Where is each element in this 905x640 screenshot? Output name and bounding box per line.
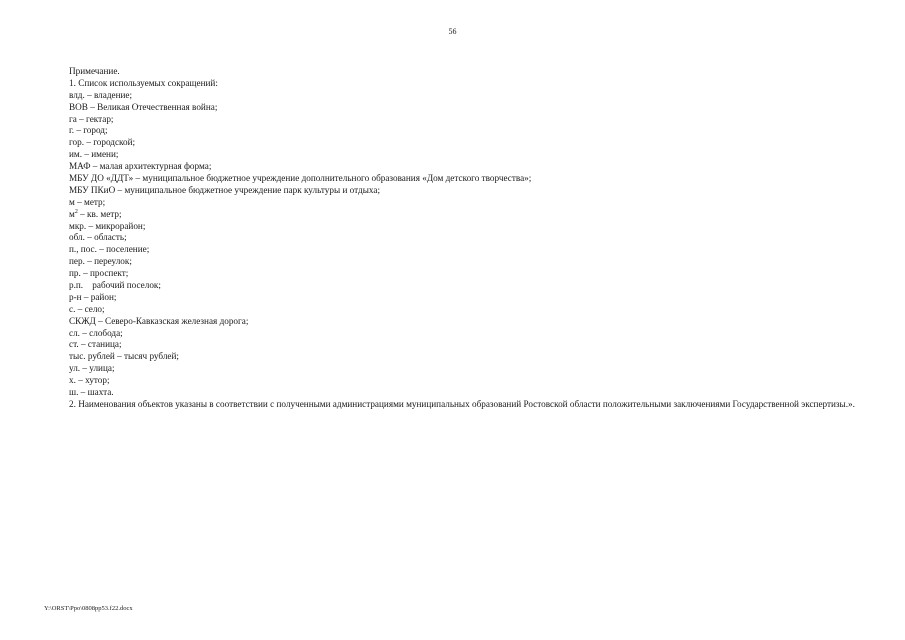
note-item-2: 2. Наименования объектов указаны в соответствии с полученными администрациями муниципальных образований Ростовской области положительными заключениями Государственной экспертизы.».: [69, 398, 855, 409]
abbreviation-definition: владение;: [93, 89, 133, 100]
abbreviation-definition: муниципальное бюджетное учреждение парк культуры и отдыха;: [124, 184, 380, 195]
abbreviation-separator: –: [84, 256, 95, 267]
abbreviation-term: г.: [69, 125, 75, 136]
abbreviation-separator: –: [87, 101, 98, 112]
abbreviation-item: [44, 351, 861, 363]
abbreviation-definition: малая архитектурная форма;: [99, 161, 212, 172]
abbreviation-separator: –: [74, 125, 84, 136]
abbreviation-term: влд.: [69, 89, 85, 100]
abbreviation-term: ст.: [69, 339, 79, 350]
abbreviation-item: [44, 185, 861, 197]
abbreviation-list: [44, 90, 861, 399]
abbreviation-definition: переулок;: [94, 256, 132, 267]
abbreviation-definition: поселение;: [106, 244, 150, 255]
abbreviation-term: пер.: [69, 256, 85, 267]
abbreviation-definition: область;: [94, 232, 127, 243]
abbreviation-item: [44, 209, 861, 221]
abbreviation-definition: станица;: [87, 339, 122, 350]
abbreviation-definition: имени;: [91, 149, 119, 160]
abbreviation-definition: кв. метр;: [87, 208, 122, 219]
abbreviation-separator: –: [115, 184, 125, 195]
abbreviation-item: [44, 149, 861, 161]
abbreviation-separator: –: [81, 291, 91, 302]
abbreviation-term: СКЖД: [69, 315, 96, 326]
abbreviation-separator: –: [74, 196, 85, 207]
abbreviation-separator: –: [86, 220, 96, 231]
abbreviation-definition: слобода;: [89, 327, 123, 338]
abbreviation-term: им.: [69, 149, 83, 160]
abbreviation-item: [44, 244, 861, 256]
abbreviation-definition: гектар;: [86, 113, 114, 124]
abbreviation-term: тыс. рублей: [69, 351, 115, 362]
abbreviation-term: сл.: [69, 327, 80, 338]
abbreviation-term: ул.: [69, 363, 81, 374]
abbreviation-term: пр.: [69, 268, 81, 279]
abbreviation-term: ш.: [69, 387, 79, 398]
abbreviation-item: [44, 339, 861, 351]
abbreviation-term: га: [69, 113, 77, 124]
abbreviation-separator: [83, 280, 92, 290]
abbreviation-separator: –: [84, 137, 94, 148]
abbreviation-item: [44, 137, 861, 149]
abbreviation-item: [44, 173, 861, 185]
note-item-1: 1. Список используемых сокращений:: [69, 77, 218, 88]
abbreviation-separator: –: [80, 363, 90, 374]
abbreviation-definition: микрорайон;: [95, 220, 146, 231]
document-body: [44, 66, 861, 411]
abbreviation-item: [44, 102, 861, 114]
abbreviation-separator: –: [95, 315, 105, 326]
abbreviation-definition: хутор;: [85, 375, 110, 386]
abbreviation-item: [44, 197, 861, 209]
note-heading: Примечание.: [69, 66, 120, 76]
abbreviation-term: р.п.: [69, 280, 84, 291]
abbreviation-definition: городской;: [93, 137, 136, 148]
abbreviation-item: [44, 292, 861, 304]
abbreviation-term: с.: [69, 303, 76, 314]
abbreviation-separator: –: [78, 339, 88, 350]
abbreviation-definition: тысяч рублей;: [124, 351, 179, 362]
abbreviation-definition: метр;: [84, 196, 106, 207]
abbreviation-term: МАФ: [69, 161, 91, 172]
abbreviation-item: [44, 328, 861, 340]
abbreviation-term: мкр.: [69, 220, 87, 231]
abbreviation-item: [44, 375, 861, 387]
abbreviation-separator: –: [84, 232, 95, 243]
abbreviation-separator: –: [78, 387, 88, 398]
abbreviation-item: [44, 316, 861, 328]
abbreviation-item: [44, 268, 861, 280]
abbreviation-definition: улица;: [89, 363, 115, 374]
abbreviation-separator: –: [114, 351, 125, 362]
abbreviation-definition: шахта.: [87, 387, 114, 398]
abbreviation-item: [44, 363, 861, 375]
footer-file-path: Y:\ORST\Ppo\0808pp53.f22.docx: [44, 605, 133, 612]
abbreviation-term: $м^2$: [69, 208, 78, 219]
abbreviation-term: ВОВ: [69, 101, 88, 112]
abbreviation-separator: –: [77, 208, 88, 219]
abbreviation-definition: муниципальное бюджетное учреждение дополнительного образования «Дом детского творчества»;: [142, 173, 532, 184]
abbreviation-definition: проспект;: [90, 268, 129, 279]
abbreviation-separator: –: [76, 113, 87, 124]
abbreviation-item: [44, 114, 861, 126]
abbreviation-separator: –: [79, 327, 90, 338]
abbreviation-term: МБУ ДО «ДДТ»: [69, 173, 134, 184]
abbreviation-term: обл.: [69, 232, 85, 243]
abbreviation-term: м: [69, 196, 75, 207]
abbreviation-separator: –: [82, 149, 92, 160]
abbreviation-definition: село;: [84, 303, 105, 314]
abbreviation-definition: город;: [83, 125, 108, 136]
abbreviation-item: [44, 256, 861, 268]
abbreviation-item: [44, 304, 861, 316]
abbreviation-term: р-н: [69, 291, 82, 302]
abbreviation-term: МБУ ПКиО: [69, 184, 116, 195]
abbreviation-item: [44, 125, 861, 137]
abbreviation-separator: –: [133, 173, 143, 184]
abbreviation-item: [44, 221, 861, 233]
abbreviation-separator: –: [75, 303, 85, 314]
abbreviation-term: гор.: [69, 137, 85, 148]
abbreviation-definition: район;: [90, 291, 117, 302]
abbreviation-item: [44, 387, 861, 399]
abbreviation-term: х.: [69, 375, 76, 386]
abbreviation-separator: –: [75, 375, 86, 386]
abbreviation-separator: –: [96, 244, 107, 255]
abbreviation-definition: Великая Отечественная война;: [97, 101, 218, 112]
abbreviation-definition: Северо-Кавказская железная дорога;: [104, 315, 249, 326]
abbreviation-term: п., пос.: [69, 244, 97, 255]
page-number: 56: [448, 27, 457, 36]
abbreviation-item: [44, 90, 861, 102]
abbreviation-definition: рабочий поселок;: [92, 280, 161, 291]
abbreviation-separator: –: [80, 268, 90, 279]
abbreviation-item: [44, 161, 861, 173]
abbreviation-separator: –: [90, 161, 100, 172]
abbreviation-item: [44, 232, 861, 244]
abbreviation-separator: –: [84, 89, 94, 100]
abbreviation-item: [44, 280, 861, 292]
